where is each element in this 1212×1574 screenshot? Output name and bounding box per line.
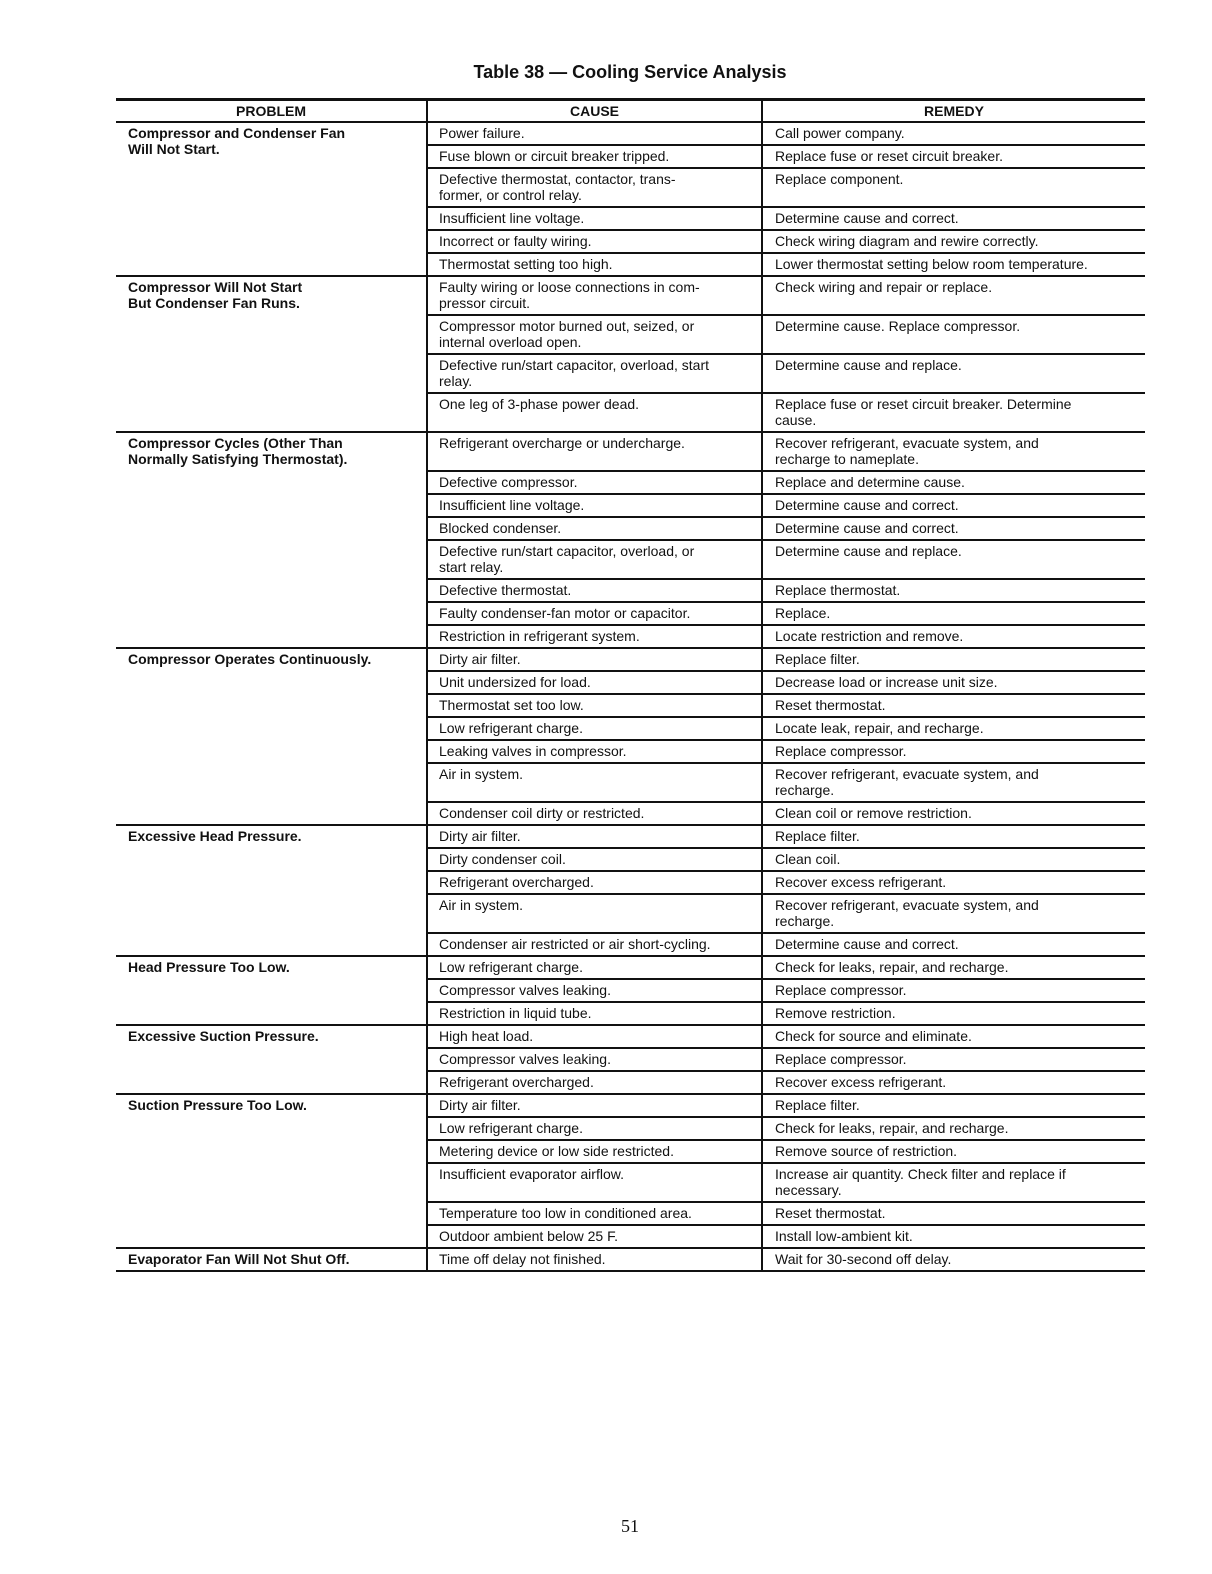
remedy-text: Recover refrigerant, evacuate system, and bbox=[775, 897, 1039, 913]
remedy-cell bbox=[762, 602, 1145, 625]
cause-text: Insufficient line voltage. bbox=[439, 210, 585, 226]
cause-text: Refrigerant overcharged. bbox=[439, 1074, 594, 1090]
cause-text: Compressor valves leaking. bbox=[439, 982, 611, 998]
remedy-cell bbox=[762, 1225, 1145, 1248]
table-row bbox=[116, 432, 1145, 471]
cause-text: Air in system. bbox=[439, 766, 524, 782]
cause-text: Low refrigerant charge. bbox=[439, 959, 583, 975]
remedy-text: Call power company. bbox=[775, 125, 905, 141]
table-row bbox=[116, 122, 1145, 145]
cause-cell bbox=[427, 432, 762, 471]
problem-text: Excessive Head Pressure. bbox=[128, 828, 302, 844]
table-header bbox=[116, 100, 1145, 123]
cause-text: Refrigerant overcharged. bbox=[439, 874, 594, 890]
remedy-cell bbox=[762, 717, 1145, 740]
cause-cell bbox=[427, 1225, 762, 1248]
problem-text: Compressor and Condenser Fan bbox=[128, 125, 346, 141]
remedy-text: recharge. bbox=[775, 782, 835, 798]
cause-cell bbox=[427, 122, 762, 145]
cause-text: Metering device or low side restricted. bbox=[439, 1143, 674, 1159]
remedy-cell bbox=[762, 1117, 1145, 1140]
cause-cell bbox=[427, 315, 762, 354]
remedy-cell bbox=[762, 802, 1145, 825]
cause-cell bbox=[427, 740, 762, 763]
remedy-text: Replace compressor. bbox=[775, 1051, 907, 1067]
remedy-text: Replace filter. bbox=[775, 828, 860, 844]
remedy-text: Replace filter. bbox=[775, 651, 860, 667]
remedy-cell bbox=[762, 122, 1145, 145]
cause-cell bbox=[427, 517, 762, 540]
cause-text: One leg of 3-phase power dead. bbox=[439, 396, 640, 412]
table-row bbox=[116, 825, 1145, 848]
remedy-cell bbox=[762, 1094, 1145, 1117]
remedy-cell bbox=[762, 1202, 1145, 1225]
problem-text: Excessive Suction Pressure. bbox=[128, 1028, 319, 1044]
cause-cell bbox=[427, 276, 762, 315]
problem-text: Compressor Cycles (Other Than bbox=[128, 435, 343, 451]
cause-text: Air in system. bbox=[439, 897, 524, 913]
cause-text: internal overload open. bbox=[439, 334, 582, 350]
cause-text: Outdoor ambient below 25 F. bbox=[439, 1228, 618, 1244]
remedy-text: Check wiring diagram and rewire correctly. bbox=[775, 233, 1039, 249]
remedy-text: Determine cause. Replace compressor. bbox=[775, 318, 1021, 334]
remedy-cell bbox=[762, 894, 1145, 933]
remedy-text: Increase air quantity. Check filter and replace if bbox=[775, 1166, 1066, 1182]
table-row bbox=[116, 956, 1145, 979]
cause-text: Condenser coil dirty or restricted. bbox=[439, 805, 645, 821]
remedy-cell bbox=[762, 315, 1145, 354]
table-row bbox=[116, 1248, 1145, 1271]
cause-text: Refrigerant overcharge or undercharge. bbox=[439, 435, 685, 451]
remedy-cell bbox=[762, 1071, 1145, 1094]
cause-cell bbox=[427, 354, 762, 393]
cause-text: former, or control relay. bbox=[439, 187, 582, 203]
cause-text: Defective thermostat. bbox=[439, 582, 572, 598]
cause-cell bbox=[427, 802, 762, 825]
cause-text: Dirty air filter. bbox=[439, 828, 521, 844]
remedy-cell bbox=[762, 1248, 1145, 1271]
remedy-cell bbox=[762, 393, 1145, 432]
problem-cell bbox=[116, 956, 427, 1025]
cause-text: Low refrigerant charge. bbox=[439, 1120, 583, 1136]
remedy-text: Locate leak, repair, and recharge. bbox=[775, 720, 984, 736]
problem-text: Compressor Will Not Start bbox=[128, 279, 303, 295]
cause-text: relay. bbox=[439, 373, 473, 389]
cause-cell bbox=[427, 1140, 762, 1163]
cause-text: Defective run/start capacitor, overload, start bbox=[439, 357, 710, 373]
cause-text: Time off delay not finished. bbox=[439, 1251, 606, 1267]
remedy-cell bbox=[762, 1002, 1145, 1025]
problem-text: Suction Pressure Too Low. bbox=[128, 1097, 307, 1113]
cause-text: Unit undersized for load. bbox=[439, 674, 591, 690]
remedy-text: Replace filter. bbox=[775, 1097, 860, 1113]
remedy-text: Recover excess refrigerant. bbox=[775, 874, 947, 890]
remedy-cell bbox=[762, 276, 1145, 315]
problem-text: Will Not Start. bbox=[128, 141, 220, 157]
cause-text: Insufficient line voltage. bbox=[439, 497, 585, 513]
page-number: 51 bbox=[621, 1516, 639, 1536]
cause-text: Temperature too low in conditioned area. bbox=[439, 1205, 692, 1221]
table-row bbox=[116, 276, 1145, 315]
remedy-text: Determine cause and correct. bbox=[775, 936, 959, 952]
remedy-cell bbox=[762, 740, 1145, 763]
cause-cell bbox=[427, 625, 762, 648]
cause-cell bbox=[427, 717, 762, 740]
remedy-cell bbox=[762, 207, 1145, 230]
remedy-cell bbox=[762, 933, 1145, 956]
cause-cell bbox=[427, 1002, 762, 1025]
table-row bbox=[116, 1025, 1145, 1048]
remedy-text: Replace fuse or reset circuit breaker. bbox=[775, 148, 1003, 164]
problem-text: Normally Satisfying Thermostat). bbox=[128, 451, 348, 467]
remedy-text: Determine cause and replace. bbox=[775, 357, 962, 373]
cause-text: Compressor motor burned out, seized, or bbox=[439, 318, 695, 334]
remedy-text: Determine cause and correct. bbox=[775, 520, 959, 536]
remedy-cell bbox=[762, 625, 1145, 648]
remedy-cell bbox=[762, 956, 1145, 979]
cause-text: Condenser air restricted or air short-cycling. bbox=[439, 936, 711, 952]
cause-cell bbox=[427, 933, 762, 956]
remedy-cell bbox=[762, 253, 1145, 276]
cause-text: pressor circuit. bbox=[439, 295, 531, 311]
remedy-cell bbox=[762, 230, 1145, 253]
problem-cell bbox=[116, 122, 427, 276]
cause-text: Defective run/start capacitor, overload, or bbox=[439, 543, 695, 559]
remedy-cell bbox=[762, 540, 1145, 579]
remedy-text: Remove source of restriction. bbox=[775, 1143, 958, 1159]
cause-text: Thermostat set too low. bbox=[439, 697, 584, 713]
cause-text: start relay. bbox=[439, 559, 504, 575]
remedy-cell bbox=[762, 671, 1145, 694]
remedy-text: Locate restriction and remove. bbox=[775, 628, 964, 644]
problem-text: Head Pressure Too Low. bbox=[128, 959, 290, 975]
cause-cell bbox=[427, 253, 762, 276]
remedy-text: cause. bbox=[775, 412, 817, 428]
cause-cell bbox=[427, 694, 762, 717]
table-row bbox=[116, 648, 1145, 671]
remedy-cell bbox=[762, 848, 1145, 871]
cause-cell bbox=[427, 1094, 762, 1117]
cause-text: Power failure. bbox=[439, 125, 525, 141]
remedy-cell bbox=[762, 471, 1145, 494]
remedy-cell bbox=[762, 1163, 1145, 1202]
problem-cell bbox=[116, 432, 427, 648]
cause-cell bbox=[427, 671, 762, 694]
remedy-text: Reset thermostat. bbox=[775, 1205, 886, 1221]
cause-text: Faulty wiring or loose connections in com- bbox=[439, 279, 700, 295]
remedy-text: Recover refrigerant, evacuate system, and bbox=[775, 435, 1039, 451]
problem-text: But Condenser Fan Runs. bbox=[128, 295, 300, 311]
cause-cell bbox=[427, 871, 762, 894]
problem-cell bbox=[116, 1025, 427, 1094]
remedy-text: Reset thermostat. bbox=[775, 697, 886, 713]
remedy-text: Replace compressor. bbox=[775, 982, 907, 998]
cooling-service-table-container bbox=[116, 98, 1145, 1272]
remedy-cell bbox=[762, 1025, 1145, 1048]
remedy-text: Replace component. bbox=[775, 171, 904, 187]
cause-text: Fuse blown or circuit breaker tripped. bbox=[439, 148, 670, 164]
cause-cell bbox=[427, 168, 762, 207]
remedy-text: Replace thermostat. bbox=[775, 582, 901, 598]
remedy-cell bbox=[762, 168, 1145, 207]
cause-text: Low refrigerant charge. bbox=[439, 720, 583, 736]
cause-cell bbox=[427, 825, 762, 848]
remedy-cell bbox=[762, 494, 1145, 517]
cause-cell bbox=[427, 979, 762, 1002]
cause-cell bbox=[427, 894, 762, 933]
cause-text: Insufficient evaporator airflow. bbox=[439, 1166, 624, 1182]
header-row bbox=[116, 100, 1145, 123]
cause-cell bbox=[427, 579, 762, 602]
remedy-text: Replace and determine cause. bbox=[775, 474, 965, 490]
problem-text: Compressor Operates Continuously. bbox=[128, 651, 372, 667]
remedy-text: Replace fuse or reset circuit breaker. Determine bbox=[775, 396, 1072, 412]
problem-cell bbox=[116, 1094, 427, 1248]
remedy-text: Determine cause and correct. bbox=[775, 497, 959, 513]
remedy-text: recharge to nameplate. bbox=[775, 451, 919, 467]
cause-text: Defective thermostat, contactor, trans- bbox=[439, 171, 676, 187]
cause-text: Restriction in refrigerant system. bbox=[439, 628, 640, 644]
cause-text: Dirty condenser coil. bbox=[439, 851, 566, 867]
remedy-cell bbox=[762, 354, 1145, 393]
cause-text: Dirty air filter. bbox=[439, 1097, 521, 1113]
remedy-text: Recover refrigerant, evacuate system, and bbox=[775, 766, 1039, 782]
cause-text: Incorrect or faulty wiring. bbox=[439, 233, 592, 249]
remedy-text: recharge. bbox=[775, 913, 835, 929]
cause-text: Compressor valves leaking. bbox=[439, 1051, 611, 1067]
problem-cell bbox=[116, 825, 427, 956]
remedy-text: Decrease load or increase unit size. bbox=[775, 674, 998, 690]
cause-text: Blocked condenser. bbox=[439, 520, 562, 536]
remedy-text: Clean coil. bbox=[775, 851, 841, 867]
cause-text: Dirty air filter. bbox=[439, 651, 521, 667]
remedy-text: Check for leaks, repair, and recharge. bbox=[775, 1120, 1009, 1136]
cause-text: Thermostat setting too high. bbox=[439, 256, 613, 272]
remedy-text: Wait for 30-second off delay. bbox=[775, 1251, 952, 1267]
cause-cell bbox=[427, 540, 762, 579]
remedy-text: Lower thermostat setting below room temperature. bbox=[775, 256, 1088, 272]
cause-cell bbox=[427, 494, 762, 517]
remedy-text: Determine cause and replace. bbox=[775, 543, 962, 559]
problem-cell bbox=[116, 1248, 427, 1271]
cause-cell bbox=[427, 1048, 762, 1071]
cause-cell bbox=[427, 207, 762, 230]
cause-cell bbox=[427, 393, 762, 432]
cause-cell bbox=[427, 1071, 762, 1094]
remedy-text: Clean coil or remove restriction. bbox=[775, 805, 972, 821]
cause-cell bbox=[427, 1117, 762, 1140]
remedy-cell bbox=[762, 763, 1145, 802]
remedy-text: Check for source and eliminate. bbox=[775, 1028, 972, 1044]
remedy-cell bbox=[762, 432, 1145, 471]
header-cause: CAUSE bbox=[427, 100, 762, 123]
table-body bbox=[116, 122, 1145, 1271]
cause-cell bbox=[427, 145, 762, 168]
problem-cell bbox=[116, 648, 427, 825]
cause-cell bbox=[427, 1163, 762, 1202]
cause-cell bbox=[427, 1025, 762, 1048]
cause-text: Restriction in liquid tube. bbox=[439, 1005, 592, 1021]
cause-cell bbox=[427, 956, 762, 979]
cause-cell bbox=[427, 1248, 762, 1271]
cause-cell bbox=[427, 602, 762, 625]
remedy-text: Check wiring and repair or replace. bbox=[775, 279, 993, 295]
remedy-cell bbox=[762, 979, 1145, 1002]
remedy-cell bbox=[762, 579, 1145, 602]
remedy-text: Remove restriction. bbox=[775, 1005, 896, 1021]
remedy-cell bbox=[762, 825, 1145, 848]
remedy-cell bbox=[762, 694, 1145, 717]
cause-text: Leaking valves in compressor. bbox=[439, 743, 627, 759]
table-row bbox=[116, 1094, 1145, 1117]
remedy-text: Install low-ambient kit. bbox=[775, 1228, 913, 1244]
cause-cell bbox=[427, 848, 762, 871]
remedy-text: Recover excess refrigerant. bbox=[775, 1074, 947, 1090]
remedy-text: Check for leaks, repair, and recharge. bbox=[775, 959, 1009, 975]
problem-text: Evaporator Fan Will Not Shut Off. bbox=[128, 1251, 350, 1267]
cause-cell bbox=[427, 1202, 762, 1225]
problem-cell bbox=[116, 276, 427, 432]
cause-text: High heat load. bbox=[439, 1028, 534, 1044]
remedy-text: Determine cause and correct. bbox=[775, 210, 959, 226]
remedy-cell bbox=[762, 517, 1145, 540]
remedy-cell bbox=[762, 648, 1145, 671]
cause-cell bbox=[427, 230, 762, 253]
cause-cell bbox=[427, 763, 762, 802]
remedy-text: Replace. bbox=[775, 605, 831, 621]
cooling-service-table bbox=[116, 98, 1145, 1272]
cause-cell bbox=[427, 471, 762, 494]
header-problem: PROBLEM bbox=[236, 103, 306, 119]
table-title: Table 38 — Cooling Service Analysis bbox=[473, 62, 787, 82]
remedy-text: necessary. bbox=[775, 1182, 842, 1198]
remedy-cell bbox=[762, 1140, 1145, 1163]
remedy-cell bbox=[762, 871, 1145, 894]
cause-text: Defective compressor. bbox=[439, 474, 578, 490]
header-remedy: REMEDY bbox=[762, 100, 1145, 123]
cause-cell bbox=[427, 648, 762, 671]
remedy-text: Replace compressor. bbox=[775, 743, 907, 759]
cause-text: Faulty condenser-fan motor or capacitor. bbox=[439, 605, 691, 621]
remedy-cell bbox=[762, 145, 1145, 168]
remedy-cell bbox=[762, 1048, 1145, 1071]
